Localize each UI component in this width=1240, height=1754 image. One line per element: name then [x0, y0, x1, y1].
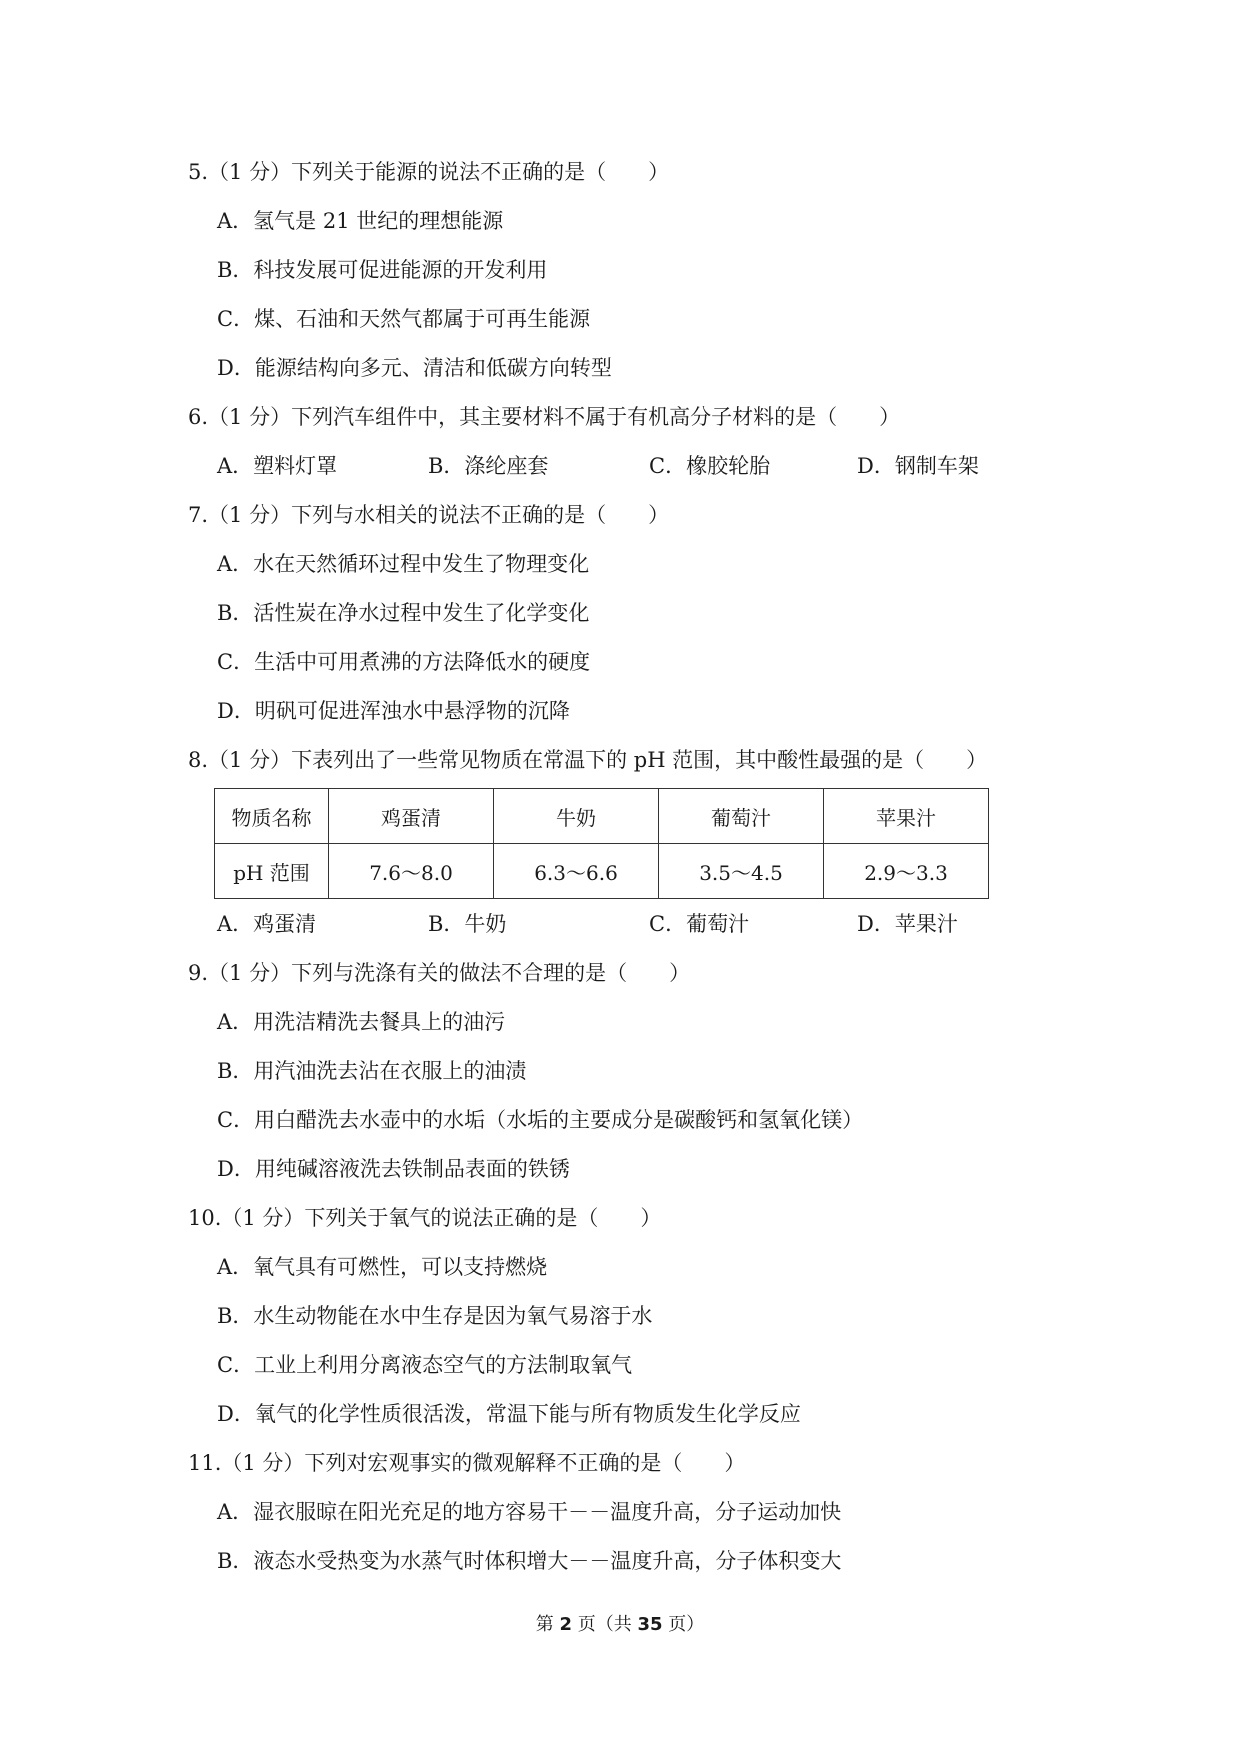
question-10-option-d: D．氧气的化学性质很活泼，常温下能与所有物质发生化学反应	[217, 1402, 801, 1426]
table-cell: 3.5～4.5	[659, 844, 824, 899]
question-7-option-c: C．生活中可用煮沸的方法降低水的硬度	[217, 650, 591, 674]
table-row	[215, 844, 989, 899]
question-9-option-c: C．用白醋洗去水壶中的水垢（水垢的主要成分是碳酸钙和氢氧化镁）	[217, 1108, 864, 1132]
question-9-stem: 9.（1 分）下列与洗涤有关的做法不合理的是（ ）	[188, 961, 691, 985]
question-11-stem: 11.（1 分）下列对宏观事实的微观解释不正确的是（ ）	[188, 1451, 746, 1475]
table-cell: pH 范围	[215, 844, 329, 899]
table-cell: 牛奶	[494, 789, 659, 844]
question-8-option-d: D．苹果汁	[857, 912, 958, 936]
question-10-option-a: A．氧气具有可燃性，可以支持燃烧	[217, 1255, 548, 1279]
footer-prefix: 第	[535, 1614, 554, 1635]
question-5-stem: 5.（1 分）下列关于能源的说法不正确的是（ ）	[188, 160, 670, 184]
table-header-row	[215, 789, 989, 844]
question-10-stem: 10.（1 分）下列关于氧气的说法正确的是（ ）	[188, 1206, 662, 1230]
table-cell: 6.3～6.6	[494, 844, 659, 899]
page-footer	[0, 1612, 1240, 1638]
footer-page-number: 2	[559, 1614, 572, 1635]
footer-middle: 页（共	[577, 1614, 632, 1635]
question-11-option-a: A．湿衣服晾在阳光充足的地方容易干－－温度升高，分子运动加快	[217, 1500, 842, 1524]
question-6-option-a: A．塑料灯罩	[217, 454, 338, 478]
footer-suffix: 页）	[668, 1614, 705, 1635]
question-9-option-d: D．用纯碱溶液洗去铁制品表面的铁锈	[217, 1157, 570, 1181]
question-10-option-c: C．工业上利用分离液态空气的方法制取氧气	[217, 1353, 633, 1377]
question-8-stem: 8.（1 分）下表列出了一些常见物质在常温下的 pH 范围，其中酸性最强的是（ ）	[188, 748, 988, 772]
table-cell: 2.9～3.3	[824, 844, 989, 899]
question-7-option-b: B．活性炭在净水过程中发生了化学变化	[217, 601, 590, 625]
footer-total-pages: 35	[637, 1614, 663, 1635]
table-cell: 物质名称	[215, 789, 329, 844]
question-6-option-d: D．钢制车架	[857, 454, 979, 478]
question-10-option-b: B．水生动物能在水中生存是因为氧气易溶于水	[217, 1304, 653, 1328]
question-5-option-a: A．氢气是 21 世纪的理想能源	[217, 209, 504, 233]
table-cell: 7.6～8.0	[329, 844, 494, 899]
question-6-option-b: B．涤纶座套	[428, 454, 549, 478]
question-7-stem: 7.（1 分）下列与水相关的说法不正确的是（ ）	[188, 503, 670, 527]
question-5-option-c: C．煤、石油和天然气都属于可再生能源	[217, 307, 591, 331]
ph-range-table	[214, 788, 989, 899]
question-8-option-a: A．鸡蛋清	[217, 912, 317, 936]
table-cell: 鸡蛋清	[329, 789, 494, 844]
question-11-option-b: B．液态水受热变为水蒸气时体积增大－－温度升高，分子体积变大	[217, 1549, 842, 1573]
question-7-option-a: A．水在天然循环过程中发生了物理变化	[217, 552, 590, 576]
question-9-option-a: A．用洗洁精洗去餐具上的油污	[217, 1010, 506, 1034]
question-5-option-b: B．科技发展可促进能源的开发利用	[217, 258, 548, 282]
table-cell: 葡萄汁	[659, 789, 824, 844]
question-7-option-d: D．明矾可促进浑浊水中悬浮物的沉降	[217, 699, 570, 723]
table-cell: 苹果汁	[824, 789, 989, 844]
question-6-option-c: C．橡胶轮胎	[649, 454, 771, 478]
question-8-option-c: C．葡萄汁	[649, 912, 750, 936]
question-5-option-d: D．能源结构向多元、清洁和低碳方向转型	[217, 356, 612, 380]
question-8-option-b: B．牛奶	[428, 912, 507, 936]
question-6-stem: 6.（1 分）下列汽车组件中，其主要材料不属于有机高分子材料的是（ ）	[188, 405, 901, 429]
question-9-option-b: B．用汽油洗去沾在衣服上的油渍	[217, 1059, 527, 1083]
